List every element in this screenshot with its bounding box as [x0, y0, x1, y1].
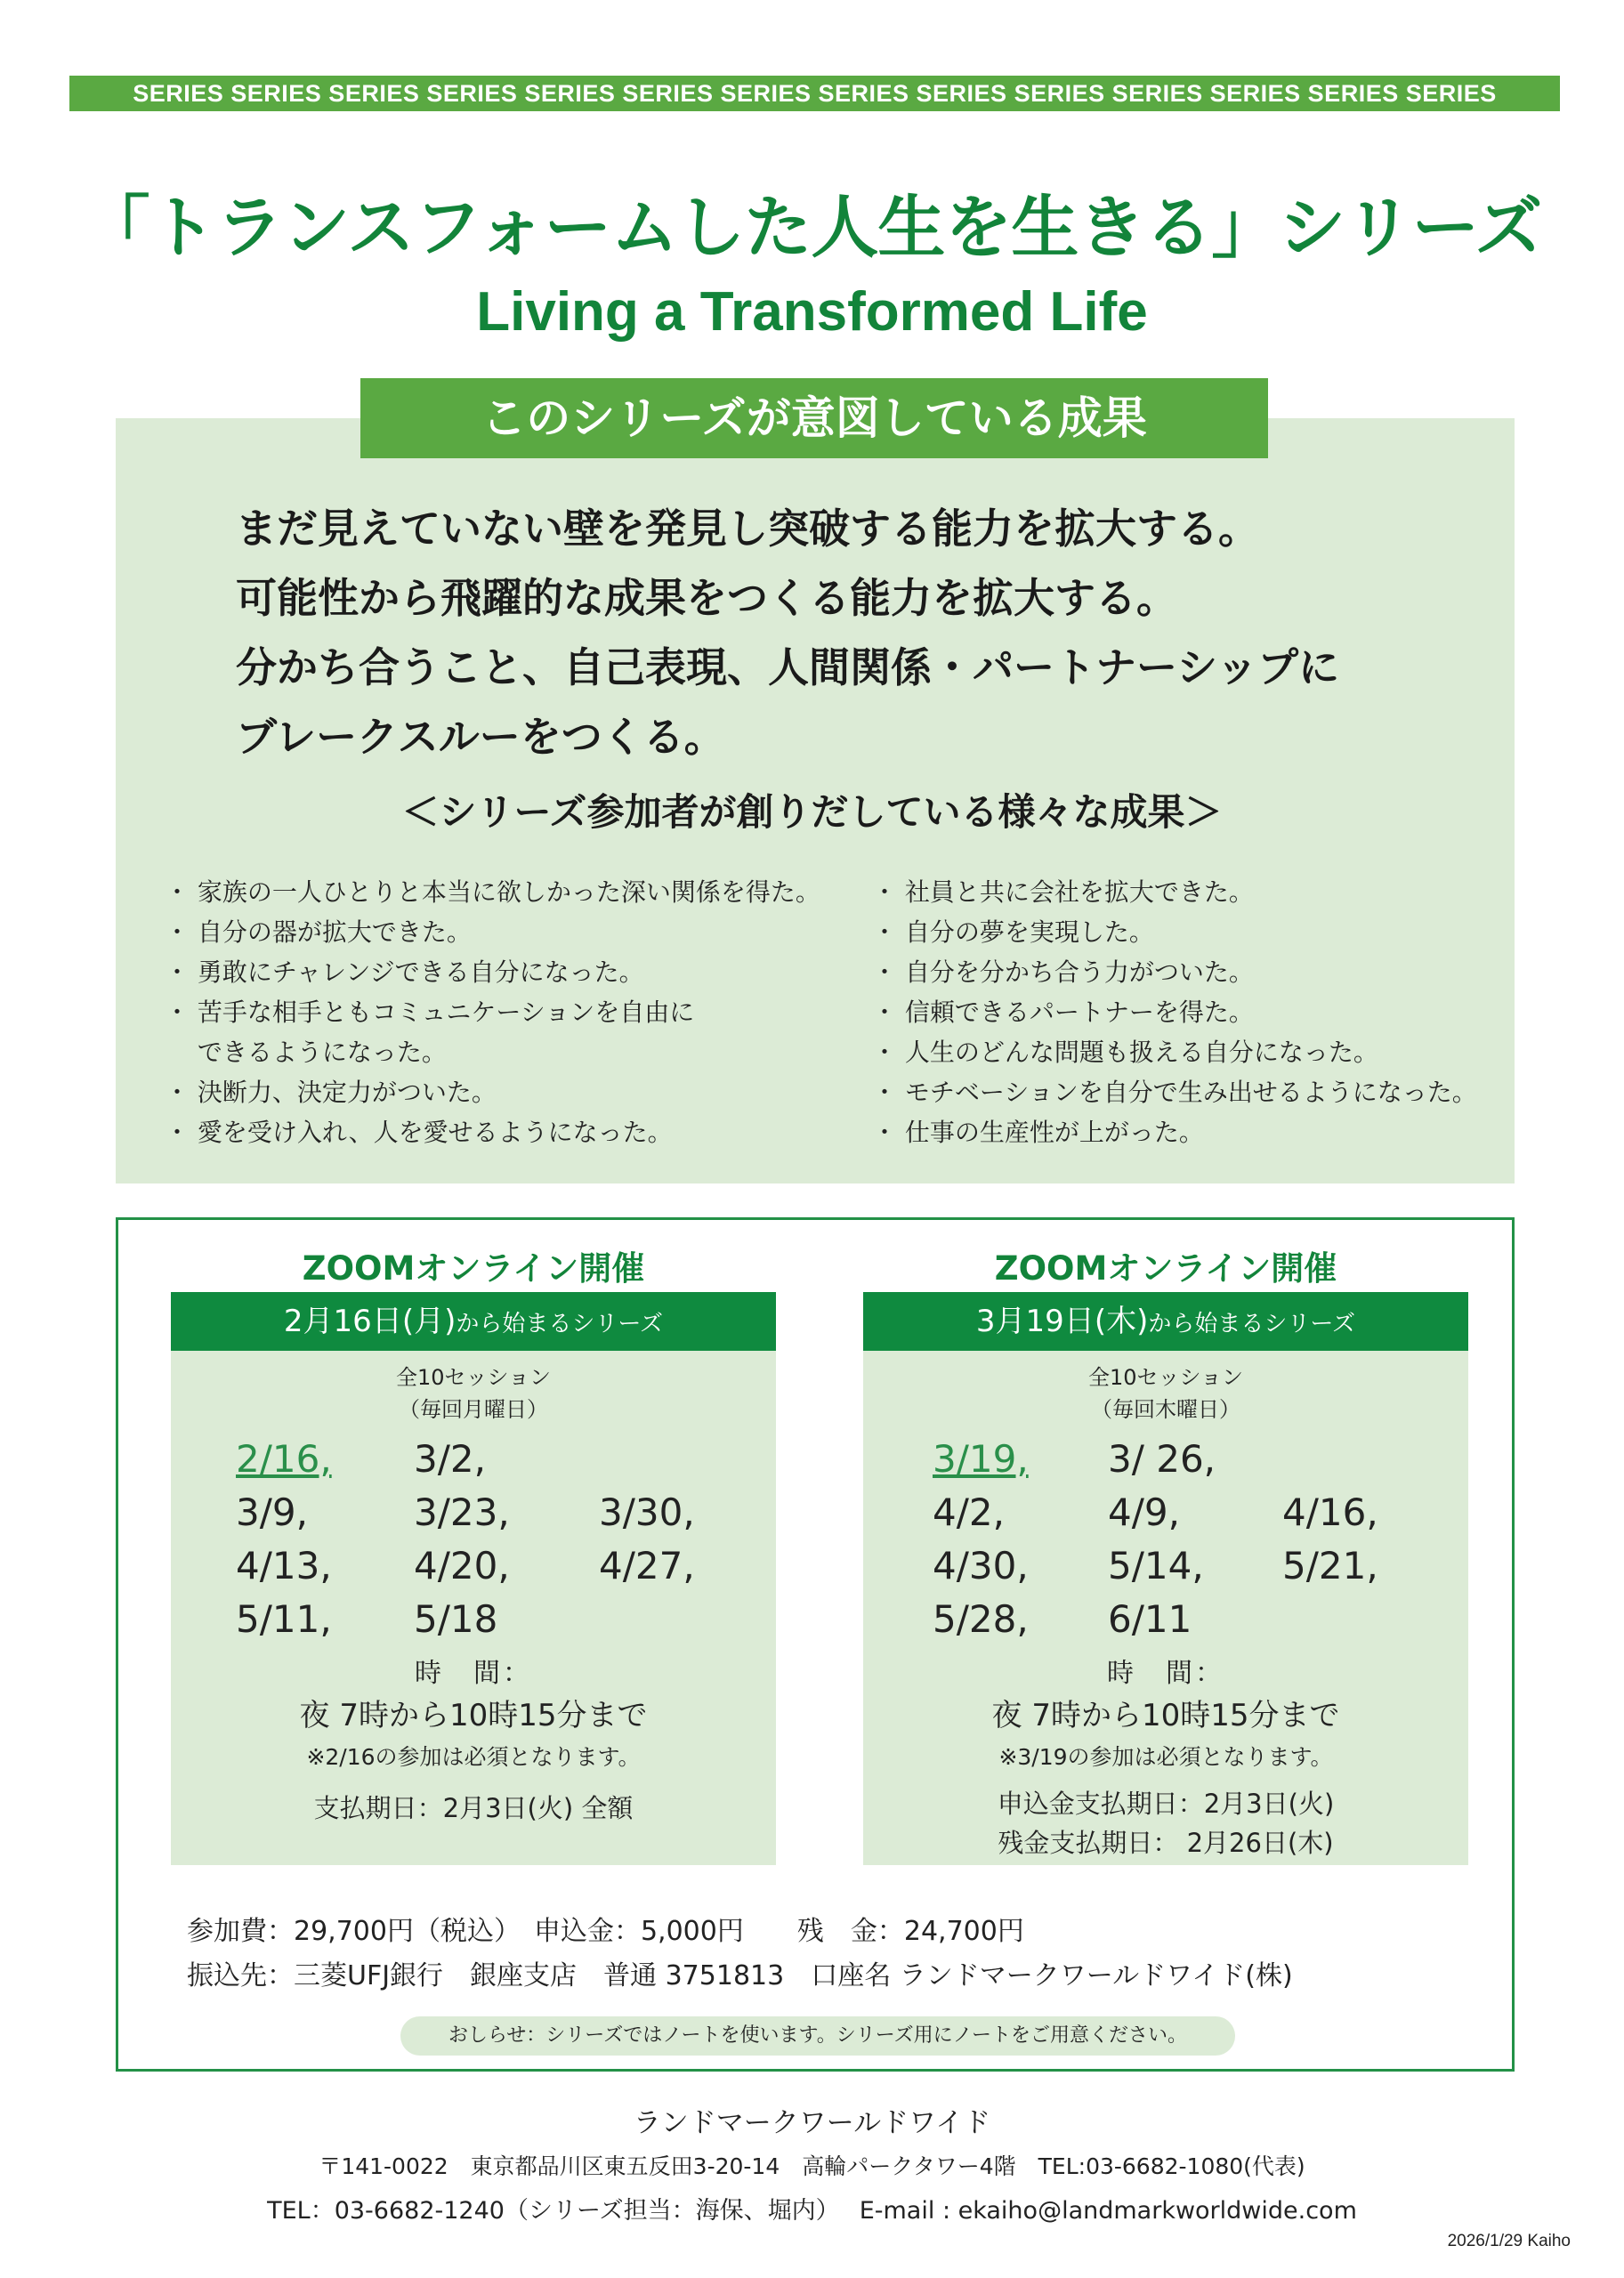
session-info-right — [863, 1361, 1468, 1426]
session-date: 3/9, — [236, 1490, 308, 1534]
payment-deadline: 支払期日：2月3日(火) 全額 — [313, 1793, 634, 1823]
list-item: ・ 勇敢にチャレンジできる自分になった。 — [165, 957, 644, 987]
session-count: 全10セッション — [395, 1365, 552, 1390]
session-date: 3/ 26, — [1108, 1437, 1216, 1481]
time-value: 夜 7時から10時15分まで — [299, 1698, 648, 1733]
session-date: 5/21, — [1282, 1544, 1378, 1587]
series-start-bar-right — [863, 1292, 1468, 1351]
results-title: ＜シリーズ参加者が創りだしている様々な成果＞ — [401, 790, 1223, 834]
list-item: ・ 信頼できるパートナーを得た。 — [872, 998, 1254, 1027]
session-date: 4/13, — [236, 1544, 332, 1587]
session-date: 4/9, — [1108, 1490, 1180, 1534]
list-item: ・ 社員と共に会社を拡大できた。 — [872, 877, 1254, 907]
list-item: ・ 人生のどんな問題も扱える自分になった。 — [872, 1038, 1378, 1067]
series-start-bar-left — [171, 1292, 776, 1351]
list-item: ・ 自分の器が拡大できた。 — [165, 917, 472, 947]
required-note: ※2/16の参加は必須となります。 — [306, 1744, 641, 1770]
session-date: 5/28, — [933, 1597, 1029, 1641]
session-date: 5/11, — [236, 1597, 332, 1641]
statement: 分かち合うこと、自己表現、人間関係・パートナーシップに — [236, 643, 1340, 691]
address: 〒141-0022 東京都品川区東五反田3-20-14 高輪パークタワー4階 TEL:03-6682-1080(代表) — [319, 2153, 1305, 2179]
deposit-deadline: 申込金支払期日：2月3日(火) — [997, 1789, 1335, 1819]
session-date: 6/11 — [1108, 1597, 1192, 1641]
balance-deadline: 残金支払期日： 2月26日(木) — [998, 1828, 1334, 1858]
statement: ブレークスルーをつくる。 — [236, 713, 725, 761]
session-weekday: （毎回木曜日） — [1091, 1397, 1240, 1422]
series-start-suffix: から始まるシリーズ — [1148, 1311, 1356, 1337]
notice-pill: おしらせ：シリーズではノートを使います。シリーズ用にノートをご用意ください。 — [400, 2016, 1235, 2056]
session-date: 4/30, — [933, 1544, 1029, 1587]
zoom-heading-right: ZOOMオンライン開催 — [994, 1249, 1337, 1288]
session-date: 5/18 — [414, 1597, 498, 1641]
contact-info: TEL：03-6682-1240（シリーズ担当：海保、堀内） E-mail : ekaiho@landmarkworldwide.com — [267, 2197, 1357, 2225]
session-date: 4/27, — [599, 1544, 695, 1587]
page-subtitle: Living a Transformed Life — [476, 281, 1148, 343]
session-info-left — [171, 1361, 776, 1426]
intent-statements — [236, 494, 1499, 771]
series-strip: SERIES SERIES SERIES SERIES SERIES SERIES SERIES SERIES SERIES SERIES SERIES SERIES SERIES SERIES — [69, 76, 1560, 111]
session-count: 全10セッション — [1087, 1365, 1244, 1390]
series-start-suffix: から始まるシリーズ — [456, 1311, 664, 1337]
list-item: ・ 自分の夢を実現した。 — [872, 917, 1154, 947]
list-item: ・ 決断力、決定力がついた。 — [165, 1078, 497, 1107]
session-date: 3/2, — [414, 1437, 486, 1481]
list-item: ・ モチベーションを自分で生み出せるようになった。 — [872, 1078, 1477, 1107]
list-item: ・ 家族の一人ひとりと本当に欲しかった深い関係を得た。 — [165, 877, 820, 907]
session-date: 4/20, — [414, 1544, 510, 1587]
session-date: 3/30, — [599, 1490, 695, 1534]
session-date: 5/14, — [1108, 1544, 1204, 1587]
first-session-date: 2/16, — [236, 1437, 332, 1481]
results-list-right — [872, 872, 1477, 1152]
date-stamp: 2026/1/29 Kaiho — [1447, 2232, 1571, 2250]
bank-line: 振込先：三菱UFJ銀行 銀座支店 普通 3751813 口座名 ランドマークワールドワイド(株) — [187, 1960, 1293, 1991]
list-item: ・ 愛を受け入れ、人を愛せるようになった。 — [165, 1118, 673, 1147]
session-date: 4/16, — [1282, 1490, 1378, 1534]
time-value: 夜 7時から10時15分まで — [991, 1698, 1340, 1733]
session-date: 3/23, — [414, 1490, 510, 1534]
series-start-date: 3月19日(木) — [975, 1304, 1149, 1339]
statement: まだ見えていない壁を発見し突破する能力を拡大する。 — [236, 505, 1259, 553]
time-label: 時 間： — [415, 1658, 532, 1689]
intent-banner: このシリーズが意図している成果 — [360, 378, 1268, 458]
session-date: 4/2, — [933, 1490, 1005, 1534]
list-item: できるようになった。 — [165, 1038, 447, 1067]
statement: 可能性から飛躍的な成果をつくる能力を拡大する。 — [236, 574, 1177, 622]
results-list-left — [165, 872, 820, 1152]
first-session-date: 3/19, — [933, 1437, 1029, 1481]
list-item: ・ 苦手な相手ともコミュニケーションを自由に — [165, 998, 695, 1027]
page-title: 「トランスフォームした人生を生きる」シリーズ — [82, 188, 1542, 267]
payment-deadlines — [863, 1784, 1468, 1862]
zoom-heading-left: ZOOMオンライン開催 — [302, 1249, 645, 1288]
series-start-date: 2月16日(月) — [283, 1304, 456, 1339]
organization-name: ランドマークワールドワイド — [633, 2107, 991, 2139]
time-label: 時 間： — [1107, 1658, 1224, 1689]
required-note: ※3/19の参加は必須となります。 — [998, 1744, 1333, 1770]
list-item: ・ 仕事の生産性が上がった。 — [872, 1118, 1204, 1147]
session-weekday: （毎回月曜日） — [399, 1397, 548, 1422]
list-item: ・ 自分を分かち合う力がついた。 — [872, 957, 1254, 987]
fee-line: 参加費：29,700円（税込） 申込金：5,000円 残 金：24,700円 — [187, 1916, 1024, 1947]
